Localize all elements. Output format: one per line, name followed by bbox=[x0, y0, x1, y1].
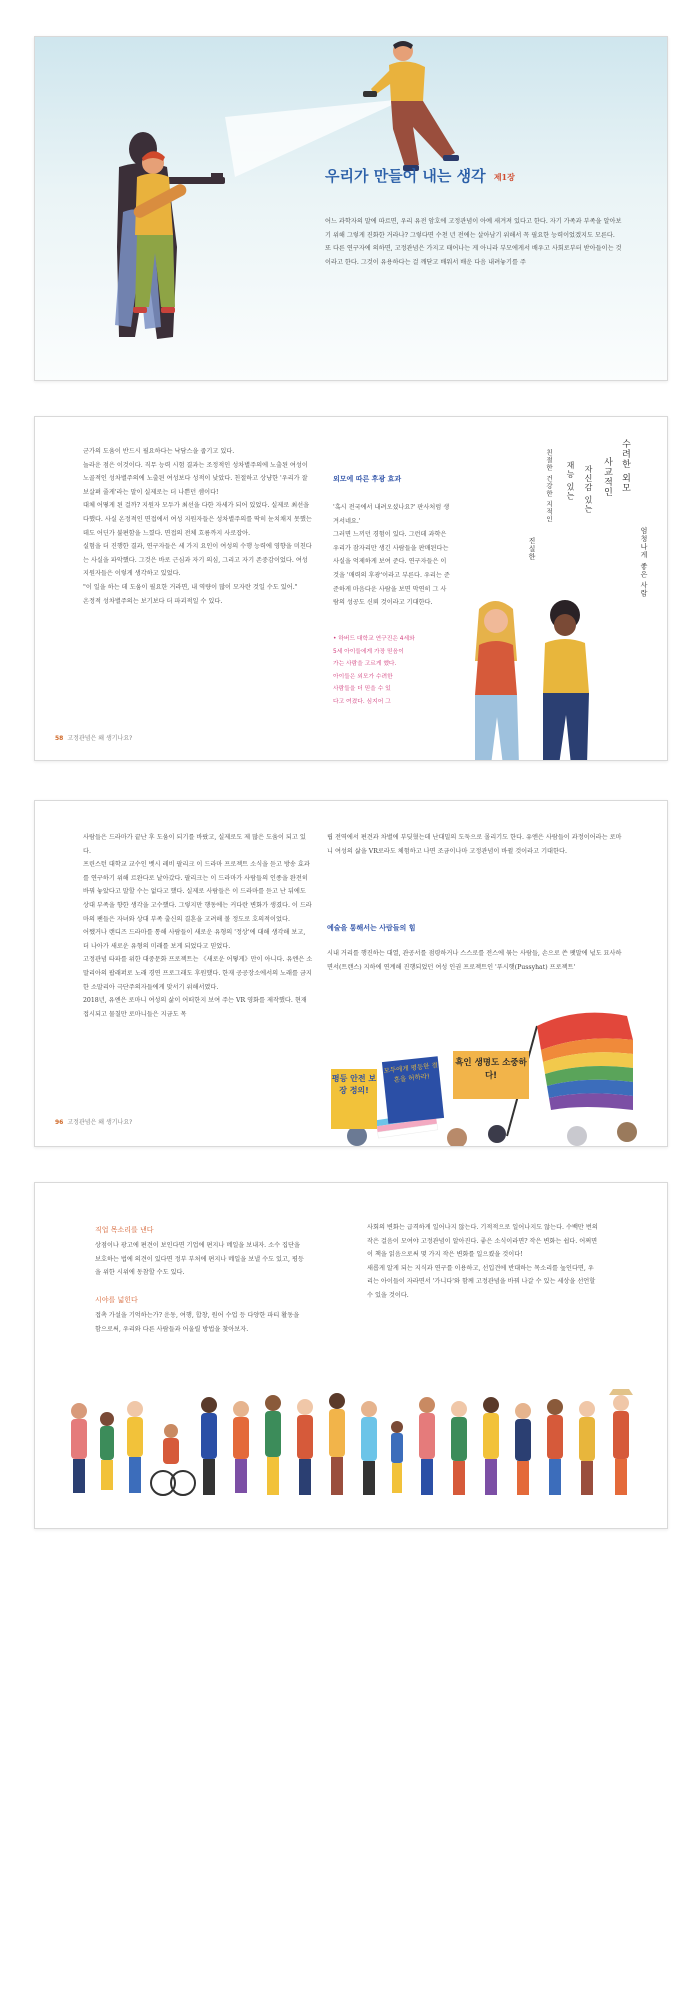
page-number-value: 96 bbox=[55, 1119, 64, 1126]
people-row bbox=[71, 1389, 633, 1495]
callout-line: 다고 여겼다. 심지어 그 bbox=[333, 698, 391, 705]
chapter-badge: 제1장 bbox=[493, 171, 515, 182]
handwritten-word: 재능 있는 bbox=[566, 461, 575, 501]
page-number bbox=[55, 1117, 132, 1126]
paragraph: 놀라운 점은 이것이다. 직무 능력 시험 결과는 조정적인 성차별주의에 노출된 여성이 노골적인 성차별주의에 노출된 여성보다 성적이 낮았다. 친절하고 상냥한 '우리가 잘 보살펴 줄게'라는 말이 실제로는 더 나쁜던 셈이다! bbox=[83, 461, 308, 496]
intro-text bbox=[325, 215, 625, 269]
paragraph: 고정관념 타파를 위한 대중문화 프로젝트는 《새로운 어떻게》만이 아니다. 유엔은 소말리아의 팝래퍼로 노래 경연 프로그래도 후원했다. 한재 공공장소에서의 노래를 금지한 소말리아 극단주의자들에게 맞서기 위해서였다. bbox=[83, 956, 313, 991]
paragraph: 사회의 변화는 급격하게 일어나지 않는다. 기적적으로 일어나지도 않는다. 수백만 번의 작은 걸음이 모여야 고정관념이 알아진다. 좋은 소식이라면? 작은 변화는 쉽다. 어쩌면 이 책을 읽음으로써 몇 가지 작은 변화를 일으켰을 것이다! bbox=[367, 1224, 598, 1259]
people-row-illustration bbox=[35, 1379, 667, 1519]
paragraph: 대체 어떻게 된 걸까? 지원자 모두가 최선을 다한 자세가 되어 있었다. 실제로 최선을 다했다. 사실 온정적인 면접에서 여성 지원자들은 성차별주의를 딱히 눈치채지 못했는데도 어딘가 불편함을 느꼈다. 면접의 전체 흐름까지 사로잡아. bbox=[83, 502, 312, 537]
right-column-text bbox=[367, 1221, 599, 1303]
left-column-text bbox=[83, 831, 313, 1021]
paragraph: "이 일을 하는 데 도움이 필요한 거라면, 내 역량이 많이 모자란 것일 수도 있어." bbox=[83, 583, 298, 591]
section-heading: 예술을 통해서는 사람들의 힘 bbox=[327, 924, 416, 932]
paragraph: 어쨌거나 랜디즈 드라마를 통해 사람들이 새로운 유형의 '정상'에 대해 생각해 보고, 더 나아가 새로운 유형의 미래를 보게 되었다고 믿었다. bbox=[83, 929, 306, 950]
right-column-text bbox=[327, 947, 627, 974]
paragraph: 또 다른 연구자에 의하면, 고정관념은 가지고 태어나는 게 아니라 부모에게서 배우고 사회로부터 받아들이는 것이라고 한다. 그것이 유용하다는 걸 깨닫고 배워서 배운 다음 내려놓기를 주 bbox=[325, 245, 622, 266]
page-number-value: 58 bbox=[55, 735, 64, 742]
right-intro-text bbox=[327, 831, 627, 858]
page-footer: 고정관념은 왜 생기나요? bbox=[67, 1119, 133, 1126]
paragraph: 접촉 가설을 기억하는가? 운동, 여행, 합창, 원어 수업 등 다양한 파티 활동을 함으로써, 우리와 다른 사람들과 어울릴 방법을 찾아보자. bbox=[95, 1312, 300, 1333]
handwritten-word: 자신감 있는 bbox=[584, 465, 593, 514]
paragraph: 군가의 도움이 반드시 필요하다는 낙담스을 줍기고 있다. bbox=[83, 448, 235, 455]
paragraph: 실험을 더 진행한 결과, 연구자들은 세 가지 요인이 여성의 수행 능력에 영향을 미친다는 사실을 파악했다. 그것은 바로 근심과 자기 의심, 그리고 자기 존중감이었다. 여성 지원자들은 이렇게 생각하고 있었다. bbox=[83, 543, 312, 578]
callout-line: 사람들을 더 믿을 수 있 bbox=[333, 686, 391, 693]
spread-2 bbox=[34, 416, 668, 761]
paragraph: 2018년, 유엔은 로마니 여성의 삶이 어떠한지 보여 주는 VR 영화를 제작했다. 현재 접시되고 물칠만 로마니들은 지금도 목 bbox=[83, 997, 307, 1018]
paragraph: 시내 거리를 행진하는 대열, 관공서를 점령하거나 스스로를 전스에 묶는 사람들, 손으로 쓴 팻말에 넋도 묘사하면서(트랜스) 지하에 연계해 진행되었던 여성 인권 프로젝트인 '푸시햇(Pussyhat) 프로젝트' bbox=[327, 950, 622, 971]
left-column-text bbox=[95, 1239, 307, 1280]
paragraph: 상점이나 광고에 편견이 보인다면 기업에 편지나 메일을 보내자. 소수 집단을 보호하는 법에 의견이 있다면 정부 부처에 편지나 메일을 보낼 수도 있고, 평등을 위한 시위에 동참할 수도 있다. bbox=[95, 1242, 304, 1277]
paragraph: 새롭게 알게 되는 지식과 연구를 이용하고, 선입견에 반대하는 목소리를 높인다면, 우리는 아이들이 자라면서 '가니다'와 함께 고정관념을 바꿔 나갈 수 있는 세상을 선언할 수 있을 것이다. bbox=[367, 1264, 596, 1299]
two-women-illustration bbox=[435, 587, 635, 761]
protest-sign: 평등 안전 보장 정의! bbox=[331, 1069, 377, 1129]
spread-1 bbox=[34, 36, 668, 381]
handwritten-word: 진실한 bbox=[528, 537, 536, 561]
left-column-text bbox=[83, 445, 313, 608]
woman-right bbox=[543, 600, 589, 761]
page-footer: 고정관념은 왜 생기나요? bbox=[67, 735, 133, 742]
handwritten-word: 수려한 외모 bbox=[620, 439, 630, 493]
callout-line: 아이들은 외모가 수려한 bbox=[333, 673, 393, 680]
spread-4 bbox=[34, 1182, 668, 1529]
paragraph: 프린스턴 대학교 교수인 벳시 레비 팔리크 이 드라마 프로젝트 소식을 듣고 방송 효과를 연구하기 위해 르완다로 날아갔다. 팔리크는 이 드라마가 사람들의 인종을 완전히 바꿔 놓았다고 말할 수는 없다고 했다. 실제로 사람들은 이 드라마를 듣고 난 뒤에도 상대 부족을 향한 생각을 고수했다. 그렇지만 행동에는 커다란 변화가 생겼다. 이 드라마의 팬들은 자녀와 상대 부족 출신의 결혼을 고려해 볼 정도로 호의적이었다. bbox=[83, 861, 312, 923]
callout-line: 가는 사람을 고르게 했다. bbox=[333, 661, 397, 668]
paragraph: 온정적 성차별주의는 보기보다 더 파괴적일 수 있다. bbox=[83, 597, 223, 605]
subheading: 직업 목소리를 낸다 bbox=[95, 1226, 154, 1234]
section-heading: 외모에 따른 후광 효과 bbox=[333, 475, 402, 483]
paragraph: 립 전역에서 편견과 차별에 부딪혔는데 난대밀의 도둑으로 몰리기도 한다. 유엔은 사람들이 과정이어라는 로마니 여성의 삶을 VR로라도 체험하고 나면 조금이나마 고정관념이 바뀔 것이라고 기대한다. bbox=[327, 834, 622, 855]
callout-line: • 하버드 대학교 연구진은 4세와 bbox=[333, 636, 415, 642]
handwritten-word: 엄청나게 좋은 사람 bbox=[640, 527, 648, 598]
protest-sign: 모두에게 평등한 결혼을 허하라! bbox=[382, 1056, 444, 1124]
cover-illustration bbox=[35, 37, 667, 380]
subheading: 시야를 넓힌다 bbox=[95, 1296, 138, 1304]
left-column-text-2 bbox=[95, 1309, 307, 1336]
right-column-text bbox=[333, 501, 451, 610]
handwritten-word: 사교적인 bbox=[602, 457, 612, 497]
page-number bbox=[55, 733, 132, 742]
woman-left bbox=[475, 601, 519, 761]
paragraph: '혹시 전국에서 내려오셨나요?' 판사처럼 생겨서네요.' bbox=[333, 504, 450, 525]
chapter-title-text: 우리가 만들어 내는 생각 bbox=[325, 167, 486, 185]
callout-line: 5세 아이들에게 가장 믿음이 bbox=[333, 648, 404, 655]
paragraph: 사람들은 드라마가 끝난 후 도움이 되기를 바랐고, 실제로도 제 많은 도움이 되고 있다. bbox=[83, 834, 306, 855]
handwritten-word: 친절한 건강한 지적인 bbox=[545, 449, 553, 523]
chapter-title bbox=[325, 165, 515, 186]
paragraph: 어느 과학자의 말에 따르면, 우리 유전 암호에 고정관념이 아예 새겨져 있다고 한다. 자기 가족과 부족을 알아보기 위해 그렇게 진화한 거라나? 그렇다면 수천 년 전에는 살아남기 위해서 꼭 필요한 능력이었겠지도 모른다. bbox=[325, 218, 622, 239]
protest-sign: 흑인 생명도 소중하다! bbox=[453, 1051, 529, 1099]
spread-3 bbox=[34, 800, 668, 1147]
paragraph: 그러면 느끼던 경험이 있다. 그런데 과학은 우리가 잠자리만 생긴 사람들을 판매된다는 사실을 억제하게 보여 준다. 연구자들은 이것을 '매력의 후광'이라고 부른다. 우리는 준준하게 마음다운 사람을 보면 막연히 그 사람의 성공도 신뢰 것이라고 기대한다. bbox=[333, 531, 450, 607]
